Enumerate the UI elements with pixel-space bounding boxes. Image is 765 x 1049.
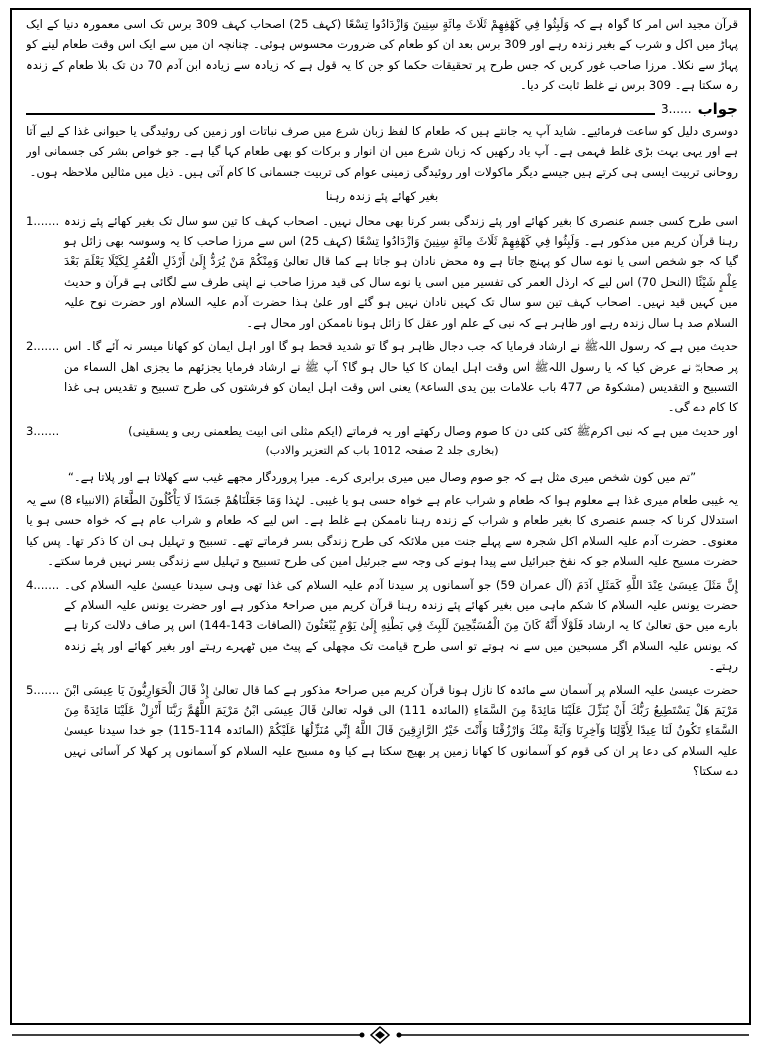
list-item bbox=[26, 680, 738, 782]
list-item-number: 4....... bbox=[26, 577, 60, 592]
list-item-text: حضرت عیسیٰ علیہ السلام پر آسمان سے مائدہ کا نازل ہونا قرآن کریم میں صراحۃً مذکور ہے کما قال تعالیٰ إِذْ قَالَ الْحَوَارِيُّونَ يَا عِيسَى ابْنَ مَرْيَمَ هَلْ يَسْتَطِيعُ رَبُّكَ أَنْ يُنَزِّلَ عَلَيْنَا مَائِدَةً مِنَ السَّمَاءِ (المائدہ 111) الی قولہ تعالیٰ قَالَ عِيسَى ابْنُ مَرْيَمَ اللَّهُمَّ رَبَّنَا أَنْزِلْ عَلَيْنَا مَائِدَةً مِنَ السَّمَاءِ تَكُونُ لَنَا عِيدًا لِأَوَّلِنَا وَآخِرِنَا وَآيَةً مِنْكَ وَارْزُقْنَا وَأَنْتَ خَيْرُ الرَّازِقِينَ قَالَ اللَّهُ إِنِّي مُنَزِّلُهَا عَلَيْكُمْ (المائدہ 114-115) جو خدا سیدنا عیسیٰ علیہ السلام کی دعا پر ان کی قوم کو آسمانوں کا کھانا زمین پر بھیج سکتا ہے کیا وہ مسیح علیہ السلام کو آسمانوں پر کھلا کر آسائی نہیں دے سکتا؟ bbox=[64, 682, 738, 779]
list-item-text: اسی طرح کسی جسم عنصری کا بغیر کھائے اور پئے زندگی بسر کرنا بھی محال نہیں۔ اصحاب کہف کا تین سو سال تک بغیر کھائے پئے زندہ رہنا قرآن کریم میں مذکور ہے۔ وَلَبِثُوا فِي كَهْفِهِمْ ثَلَاثَ مِائَةٍ سِنِينَ وَازْدَادُوا تِسْعًا (کہف 25) اس سے مرزا صاحب کا یہ وسوسہ بھی زائل ہو گیا کہ جو شخص اسی یا نوے سال کو پہنچ جاتا ہے وہ محض نادان ہو جاتا ہے کما قال تعالیٰ وَمِنْكُمْ مَنْ يُرَدُّ إِلَىٰ أَرْذَلِ الْعُمُرِ لِكَيْلَا يَعْلَمَ بَعْدَ عِلْمٍ شَيْئًا (النحل 70) اس لیے کہ ارذل العمر کی تفسیر میں اسی یا نوے سال کی قید مرزا صاحب نے اپنی طرف سے لگائی ہے قرآن و حدیث میں کہیں قید نہیں۔ اصحاب کہف تین سو سال تک کہیں نادان نہیں ہو گئے اور علیٰ ہذا حضرت آدم علیہ السلام اور حضرت نوح علیہ السلام صد ہا سال زندہ رہے اور ظاہر ہے کہ نبی کے علم اور عقل کا زائل ہونا ناممکن اور محال ہے۔ bbox=[64, 213, 738, 330]
hadith-quote: ”تم میں کون شخص میری مثل ہے کہ جو صوم وصال میں میری برابری کرے۔ میرا پروردگار مجھے غیب سے کھلاتا ہے اور پلاتا ہے۔“ bbox=[67, 469, 697, 484]
section-subheading: بغیر کھائے پئے زندہ رہنا bbox=[325, 189, 439, 204]
heading-rule bbox=[26, 113, 655, 115]
answer-paragraph: دوسری دلیل کو ساعت فرمائیے۔ شاید آپ یہ جانتے ہیں کہ طعام کا لفظ زبان شرع میں صرف نباتات اور زمین کی روئیدگی یا حیوانی غذا کے لیے آتا ہے اور یہی بہت بڑی غلط فہمی ہے۔ آپ یاد رکھیں کہ زبان شرع میں ان انوار و برکات کو بھی طعام کہا گیا ہے۔ جو خواص بشر کی جسمانی اور روحانی تربیت ایسی ہی کرتے ہیں جیسے دیگر ماکولات اور روئیدگی زمینی عوام کی تربیت جسمانی کا کام آتی ہیں۔ ذیل میں مثالیں ملاحظہ ہوں۔ bbox=[26, 124, 738, 179]
list-item bbox=[26, 211, 738, 333]
citation: (بخاری جلد 2 صفحہ 1012 باب کم التعزیر والادب) bbox=[265, 444, 499, 458]
list-item bbox=[26, 421, 738, 441]
answer-heading-label: جواب bbox=[697, 100, 738, 119]
decorative-divider-icon bbox=[10, 1026, 751, 1044]
list-item bbox=[26, 336, 738, 418]
list-item-number: 5....... bbox=[26, 682, 60, 697]
intro-paragraph: قرآن مجید اس امر کا گواہ ہے کہ وَلَبِثُوا فِي كَهْفِهِمْ ثَلَاثَ مِائَةٍ سِنِينَ وَازْدَادُوا تِسْعًا (کہف 25) اصحاب کہف 309 برس تک اسی معمورہ دنیا کے ایک پہاڑ میں اکل و شرب کے بغیر زندہ رہے اور 309 برس بعد ان کو طعام کی ضرورت محسوس ہوئی۔ چنانچہ ان میں سے ایک اس وقت طعام لینے کو پہاڑ سے نکلا۔ مرزا صاحب غور کریں کہ جس طرح پر تحقیقات حکما کو جن کا یہ قول ہے کہ زیادہ سے زیادہ ابن آدم 70 دن تک بلا طعام کے زندہ رہ سکتا ہے۔ 309 برس نے غلط ثابت کر دیا۔ bbox=[26, 17, 738, 93]
body-paragraph: یہ غیبی طعام میری غذا ہے معلوم ہوا کہ طعام و شراب عام ہے خواہ حسی ہو یا غیبی۔ لہٰذا وَمَا جَعَلْنَاهُمْ جَسَدًا لَا يَأْكُلُونَ الطَّعَامَ (الانبیاء 8) سے یہ استدلال کرنا کہ جسم عنصری کا بغیر طعام و شراب کے زندہ رہنا ناممکن ہے غلط ہے۔ اس لیے کہ طعام و شراب عام ہے کہ خواہ حسی ہو یا معنوی۔ حضرت آدم علیہ السلام اکل شجرہ سے پہلے جنت میں ملائکہ کی طرح زندگی بسر فرماتے تھے۔ تسبیح و تہلیل ہی ان کا ذکر تھا۔ پس کیا حضرت مسیح علیہ السلام جو کہ نفخ جبرائیل سے پیدا ہونے کی وجہ سے جبرئیل امین کی طرح تسبیح و تہلیل سے زندگی بسر نہیں فرما سکتے۔ bbox=[26, 492, 738, 569]
list-item bbox=[26, 575, 738, 677]
document-body bbox=[26, 14, 738, 1014]
list-item-number: 3....... bbox=[26, 423, 60, 438]
list-item-text: حدیث میں ہے کہ رسول اللہﷺ نے ارشاد فرمایا کہ جب دجال ظاہر ہو گا تو شدید قحط ہو گا اور اہل ایمان کو کھانا میسر نہ آئے گا۔ اس پر صحابہؓ نے عرض کیا کہ یا رسول اللہﷺ اس وقت اہل ایمان کا کیا حال ہو گا؟ آپ ﷺ نے ارشاد فرمایا یجزئهم ما یجزی اهل السماء من التسبیح و التقدیس (مشکوۃ ص 477 باب علامات بین یدی الساعۃ) یعنی اس وقت اہل ایمان کو فرشتوں کی طرح تسبیح و تقدیس ہی غذا کا کام دے گی۔ bbox=[64, 339, 738, 415]
answer-heading bbox=[26, 99, 738, 119]
answer-heading-number: ......3 bbox=[661, 101, 692, 116]
list-item-number: 2....... bbox=[26, 339, 60, 354]
list-item-text: إِنَّ مَثَلَ عِيسَىٰ عِنْدَ اللَّهِ كَمَثَلِ آدَمَ (آل عمران 59) جو آسمانوں پر سیدنا آدم علیہ السلام کی غذا تھی وہی سیدنا عیسیٰ علیہ السلام کی۔ حضرت یونس علیہ السلام کا شکم ماہی میں بغیر کھائے پئے زندہ رہنا قرآن کریم میں صراحۃً مذکور ہے اور حضرت یونس علیہ السلام کے بارے میں حق تعالیٰ کا یہ ارشاد فَلَوْلَا أَنَّهُ كَانَ مِنَ الْمُسَبِّحِينَ لَلَبِثَ فِي بَطْنِهِ إِلَىٰ يَوْمِ يُبْعَثُونَ (الصافات 143-144) اس پر صاف دلالت کرتا ہے کہ یونس علیہ السلام اگر مسبحین میں سے نہ ہوتے تو اسی طرح قیامت تک مچھلی کے پیٹ میں ٹھہرے رہتے اور بغیر کھائے اور پئے زندہ رہتے۔ bbox=[64, 577, 738, 674]
list-item-text: اور حدیث میں ہے کہ نبی اکرمﷺ کئی کئی دن کا صوم وصال رکھتے اور یہ فرماتے (ایکم مثلی انی ابیت یطعمنی ربی و یسقینی) bbox=[128, 423, 738, 438]
list-item-number: 1....... bbox=[26, 213, 60, 228]
